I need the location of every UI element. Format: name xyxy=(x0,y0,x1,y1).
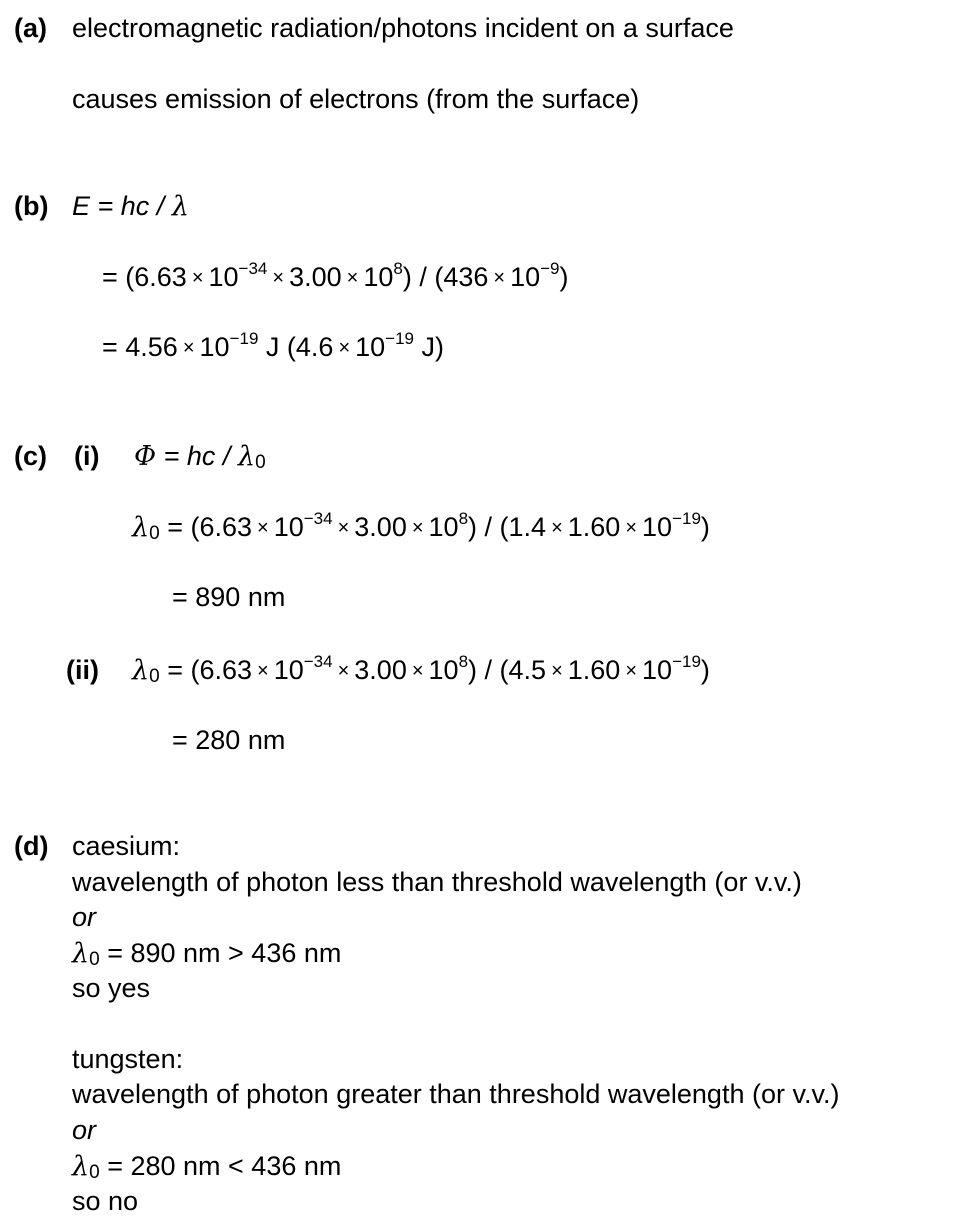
lambda-symbol: λ xyxy=(72,938,90,969)
times-sign: × xyxy=(551,660,563,682)
value: 3.00 xyxy=(354,512,407,542)
tungsten-line-1: wavelength of photon greater than threshold wavelength (or v.v.) xyxy=(72,1079,840,1109)
value: ) / (436 xyxy=(402,262,489,292)
tungsten-comparison xyxy=(72,1150,341,1183)
subscript: 0 xyxy=(89,1162,100,1183)
lambda-symbol: λ xyxy=(72,1151,90,1182)
times-sign: × xyxy=(272,267,285,289)
part-a-line-1: electromagnetic radiation/photons incident on a surface xyxy=(72,13,734,43)
ten: 10 xyxy=(642,512,673,542)
subscript: 0 xyxy=(255,452,266,473)
part-c-i-label: (i) xyxy=(74,441,100,471)
value: = (6.63 xyxy=(159,655,253,685)
ten: 10 xyxy=(642,655,673,685)
times-sign: × xyxy=(625,660,638,682)
caesium-heading: caesium: xyxy=(72,831,181,861)
ten: 10 xyxy=(510,262,541,292)
lambda-symbol: λ xyxy=(171,191,189,222)
exponent: −34 xyxy=(238,259,268,278)
result-value: = 4.56 xyxy=(102,332,178,362)
exponent: −19 xyxy=(229,329,259,348)
ten: 10 xyxy=(428,655,459,685)
part-d-label: (d) xyxy=(14,831,49,861)
part-b-substitution xyxy=(102,261,569,294)
close-paren: ) xyxy=(700,655,710,685)
exponent: 8 xyxy=(458,509,469,528)
result-unit: J) xyxy=(414,332,445,362)
exponent: −19 xyxy=(672,509,701,528)
ten: 10 xyxy=(363,262,394,292)
part-b-formula xyxy=(72,190,189,223)
times-sign: × xyxy=(346,267,359,289)
ten: 10 xyxy=(355,332,386,362)
ten: 10 xyxy=(273,512,304,542)
energy-symbol: E xyxy=(72,191,91,221)
exponent: 8 xyxy=(393,259,403,278)
comparison-text: = 280 nm < 436 nm xyxy=(99,1151,342,1181)
subscript: 0 xyxy=(149,523,160,544)
lambda-symbol: λ xyxy=(237,441,256,472)
part-c-ii-result: = 280 nm xyxy=(172,725,286,755)
times-sign: × xyxy=(551,517,563,539)
times-sign: × xyxy=(337,517,350,539)
value: ) / (1.4 xyxy=(468,512,547,542)
times-sign: × xyxy=(257,517,269,539)
value: 3.00 xyxy=(289,262,342,292)
times-sign: × xyxy=(493,267,506,289)
part-c-i-result: = 890 nm xyxy=(172,582,286,612)
tungsten-heading: tungsten: xyxy=(72,1044,184,1074)
close-paren: ) xyxy=(700,512,710,542)
subscript: 0 xyxy=(89,949,100,970)
exponent: 8 xyxy=(458,652,469,671)
close-paren: ) xyxy=(559,262,569,292)
caesium-or: or xyxy=(72,902,97,932)
ten: 10 xyxy=(273,655,304,685)
exponent: −34 xyxy=(303,509,333,528)
part-c-ii-label: (ii) xyxy=(66,655,99,685)
result-unit: J (4.6 xyxy=(258,332,334,362)
ten: 10 xyxy=(208,262,239,292)
times-sign: × xyxy=(625,517,638,539)
value: ) / (4.5 xyxy=(468,655,547,685)
times-sign: × xyxy=(191,267,204,289)
value: 3.00 xyxy=(354,655,407,685)
tungsten-conclusion: so no xyxy=(72,1186,139,1216)
part-b-result xyxy=(102,331,444,364)
times-sign: × xyxy=(338,337,351,359)
times-sign: × xyxy=(411,517,424,539)
times-sign: × xyxy=(411,660,424,682)
caesium-line-1: wavelength of photon less than threshold wavelength (or v.v.) xyxy=(72,867,802,897)
value: = (6.63 xyxy=(159,512,253,542)
comparison-text: = 890 nm > 436 nm xyxy=(99,938,342,968)
part-c-label: (c) xyxy=(14,441,47,471)
part-c-ii-substitution xyxy=(132,654,710,687)
part-a-label: (a) xyxy=(14,13,47,43)
exponent: −34 xyxy=(303,652,333,671)
part-b-label: (b) xyxy=(14,191,49,221)
caesium-conclusion: so yes xyxy=(72,973,151,1003)
times-sign: × xyxy=(257,660,269,682)
caesium-comparison xyxy=(72,937,341,970)
formula-text: = hc / xyxy=(156,441,238,471)
times-sign: × xyxy=(337,660,350,682)
part-c-i-substitution xyxy=(132,511,710,544)
ten: 10 xyxy=(199,332,230,362)
value: 1.60 xyxy=(567,512,621,542)
times-sign: × xyxy=(182,337,195,359)
subscript: 0 xyxy=(149,666,160,687)
exponent: −19 xyxy=(672,652,701,671)
ten: 10 xyxy=(428,512,459,542)
lambda-symbol: λ xyxy=(132,655,150,686)
part-c-i-formula xyxy=(134,440,266,473)
work-function-symbol: Φ xyxy=(134,441,157,472)
part-a-line-2: causes emission of electrons (from the surface) xyxy=(72,84,640,114)
exponent: −9 xyxy=(540,259,560,278)
sub-prefix: = (6.63 xyxy=(102,262,187,292)
exponent: −19 xyxy=(385,329,415,348)
lambda-symbol: λ xyxy=(132,512,150,543)
value: 1.60 xyxy=(567,655,621,685)
tungsten-or: or xyxy=(72,1115,97,1145)
formula-text: = hc / xyxy=(90,191,172,221)
